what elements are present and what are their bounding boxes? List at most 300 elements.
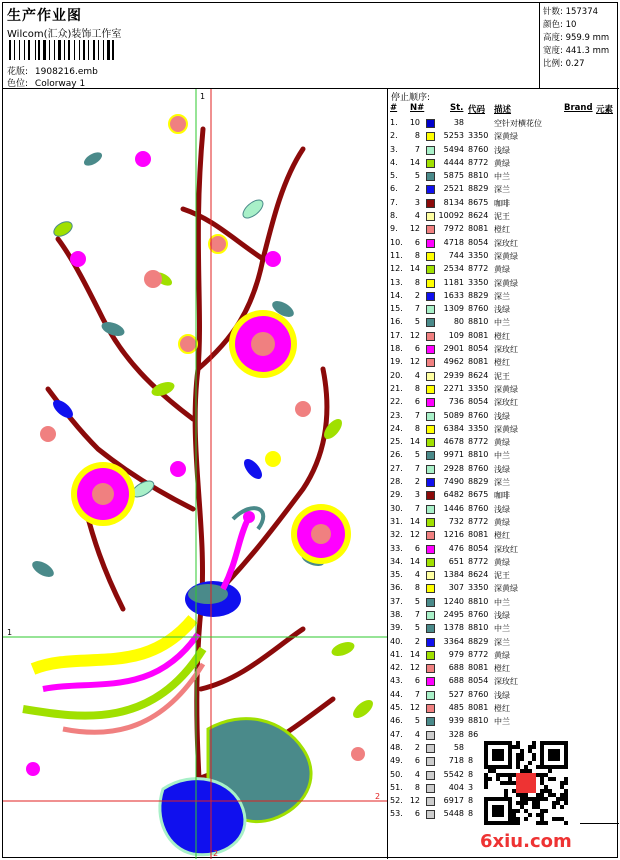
- stitch-count: 6384: [443, 423, 464, 433]
- stitch-count: 1216: [443, 530, 464, 540]
- list-item: [388, 183, 619, 196]
- list-item: [388, 423, 619, 436]
- thread-description: 浅绿: [494, 145, 510, 155]
- stitch-count: 307: [448, 583, 464, 593]
- stop-index: 12.: [390, 264, 403, 274]
- stop-index: 22.: [390, 397, 403, 407]
- needle-number: 8: [414, 423, 420, 433]
- needle-number: 4: [414, 370, 420, 380]
- thread-description: 中兰: [494, 717, 510, 727]
- list-item: [388, 729, 619, 742]
- list-item: [388, 303, 619, 316]
- list-item: [388, 516, 619, 529]
- stitch-count: 527: [448, 689, 464, 699]
- stitch-count: 2495: [443, 609, 464, 619]
- stitch-count: 3364: [443, 636, 464, 646]
- needle-number: 6: [414, 676, 420, 686]
- needle-number: 10: [409, 118, 420, 127]
- list-item: [388, 463, 619, 476]
- stitch-count: 2928: [443, 463, 464, 473]
- stop-index: 20.: [390, 370, 403, 380]
- stop-sequence-panel: [388, 89, 619, 859]
- needle-number: 8: [414, 583, 420, 593]
- thread-description: 黄绿: [494, 517, 510, 527]
- stop-index: 6.: [390, 184, 398, 194]
- needle-number: 5: [414, 623, 420, 633]
- company-name: Wilcom(汇众)装饰工作室: [7, 29, 122, 40]
- stop-index: 8.: [390, 211, 398, 221]
- list-item: [388, 250, 619, 263]
- needle-number: 6: [414, 237, 420, 247]
- thread-code: 8810: [468, 716, 489, 726]
- needle-number: 12: [409, 224, 420, 234]
- design-file-label: 花版:: [7, 67, 29, 77]
- stop-index: 16.: [390, 317, 403, 327]
- thread-description: 深兰: [494, 291, 510, 301]
- thread-description: 橙红: [494, 225, 510, 235]
- needle-number: 2: [414, 636, 420, 646]
- stitch-count: 736: [448, 397, 464, 407]
- list-item: [388, 476, 619, 489]
- needle-number: 7: [414, 463, 420, 473]
- stitch-count: 485: [448, 703, 464, 713]
- stop-index: 49.: [390, 756, 403, 766]
- thread-code: 3350: [468, 383, 489, 393]
- col-description: 描述: [494, 105, 512, 115]
- stitch-count: 5089: [443, 410, 464, 420]
- thread-code: 8772: [468, 556, 489, 566]
- stitch-count: 404: [448, 782, 464, 792]
- thread-code: 8760: [468, 463, 489, 473]
- list-item: [388, 649, 619, 662]
- col-brand: Brand: [564, 103, 593, 113]
- color-swatch: [426, 731, 435, 740]
- stop-index: 19.: [390, 357, 403, 367]
- color-swatch: [426, 744, 435, 753]
- stats-panel: [540, 3, 619, 89]
- thread-description: 深黄绿: [494, 384, 518, 394]
- color-swatch: [426, 172, 435, 181]
- list-item: [388, 383, 619, 396]
- thread-description: 深黄绿: [494, 584, 518, 594]
- stop-index: 51.: [390, 782, 403, 792]
- thread-code: 3350: [468, 277, 489, 287]
- thread-description: 橙红: [494, 704, 510, 714]
- thread-code: 8: [468, 756, 474, 766]
- col-code: 代码: [468, 105, 486, 115]
- stitch-count: 7972: [443, 224, 464, 234]
- stat-stitches: 针数: 157374: [543, 7, 599, 17]
- stop-index: 53.: [390, 809, 403, 819]
- qr-code-image: [484, 741, 568, 825]
- thread-code: 8624: [468, 211, 489, 221]
- guide-label-v1: 1: [200, 92, 206, 101]
- header-panel: [3, 3, 540, 89]
- thread-description: 深玫红: [494, 345, 518, 355]
- color-swatch: [426, 119, 435, 128]
- color-swatch: [426, 332, 435, 341]
- color-swatch: [426, 505, 435, 514]
- color-swatch: [426, 691, 435, 700]
- thread-description: 中兰: [494, 172, 510, 182]
- thread-code: 8624: [468, 370, 489, 380]
- thread-description: 泥王: [494, 212, 510, 222]
- thread-description: 黄绿: [494, 265, 510, 275]
- needle-number: 7: [414, 609, 420, 619]
- stop-index: 35.: [390, 570, 403, 580]
- thread-description: 浅绿: [494, 504, 510, 514]
- stop-index: 1.: [390, 118, 398, 127]
- needle-number: 8: [414, 131, 420, 141]
- stop-index: 13.: [390, 277, 403, 287]
- stitch-count: 4678: [443, 437, 464, 447]
- color-swatch: [426, 132, 435, 141]
- color-swatch: [426, 677, 435, 686]
- needle-number: 14: [409, 516, 420, 526]
- thread-code: 8624: [468, 570, 489, 580]
- thread-code: 8675: [468, 197, 489, 207]
- list-item: [388, 237, 619, 250]
- list-item: [388, 582, 619, 595]
- thread-code: 8: [468, 796, 474, 806]
- list-item: [388, 157, 619, 170]
- thread-code: 8829: [468, 636, 489, 646]
- thread-code: 3350: [468, 250, 489, 260]
- thread-code: 8810: [468, 171, 489, 181]
- needle-number: 12: [409, 330, 420, 340]
- stop-index: 3.: [390, 144, 398, 154]
- page-title: 生产作业图: [7, 8, 82, 24]
- needle-number: 7: [414, 304, 420, 314]
- stitch-count: 2521: [443, 184, 464, 194]
- stop-index: 31.: [390, 516, 403, 526]
- list-item: [388, 715, 619, 728]
- thread-description: 空针对横花位: [494, 119, 542, 128]
- stitch-count: 5253: [443, 131, 464, 141]
- stop-index: 27.: [390, 463, 403, 473]
- embroidery-artwork: [3, 89, 388, 859]
- color-swatch: [426, 265, 435, 274]
- color-swatch: [426, 292, 435, 301]
- needle-number: 12: [409, 530, 420, 540]
- color-swatch: [426, 239, 435, 248]
- thread-code: 8760: [468, 609, 489, 619]
- thread-code: 8810: [468, 317, 489, 327]
- color-swatch: [426, 611, 435, 620]
- needle-number: 14: [409, 264, 420, 274]
- needle-number: 7: [414, 689, 420, 699]
- thread-description: 咖啡: [494, 198, 510, 208]
- stitch-count: 476: [448, 543, 464, 553]
- stitch-count: 688: [448, 663, 464, 673]
- stop-index: 14.: [390, 290, 403, 300]
- list-item: [388, 170, 619, 183]
- thread-code: 8081: [468, 663, 489, 673]
- color-swatch: [426, 398, 435, 407]
- color-swatch: [426, 159, 435, 168]
- stitch-count: 1240: [443, 596, 464, 606]
- thread-code: 8054: [468, 676, 489, 686]
- color-swatch: [426, 412, 435, 421]
- watermark-logo: 6xiu.com: [480, 831, 572, 852]
- stitch-count: 4718: [443, 237, 464, 247]
- thread-description: 深兰: [494, 637, 510, 647]
- stitch-count: 10092: [438, 211, 464, 221]
- needle-number: 2: [414, 290, 420, 300]
- thread-description: 深黄绿: [494, 424, 518, 434]
- list-item: [388, 290, 619, 303]
- color-swatch: [426, 784, 435, 793]
- thread-code: 8829: [468, 184, 489, 194]
- needle-number: 6: [414, 344, 420, 354]
- stitch-count: 2901: [443, 344, 464, 354]
- color-swatch: [426, 584, 435, 593]
- needle-number: 6: [414, 543, 420, 553]
- needle-number: 2: [414, 477, 420, 487]
- needle-number: 14: [409, 556, 420, 566]
- list-item: [388, 330, 619, 343]
- list-item: [388, 675, 619, 688]
- stop-index: 47.: [390, 729, 403, 739]
- barcode-image: [9, 40, 117, 60]
- stop-index: 40.: [390, 636, 403, 646]
- needle-number: 8: [414, 383, 420, 393]
- color-swatch: [426, 345, 435, 354]
- thread-code: 8772: [468, 264, 489, 274]
- list-item: [388, 609, 619, 622]
- stop-index: 50.: [390, 769, 403, 779]
- col-needle: N#: [410, 103, 425, 113]
- needle-number: 12: [409, 796, 420, 806]
- needle-number: 5: [414, 450, 420, 460]
- thread-description: 深黄绿: [494, 278, 518, 288]
- list-item: [388, 449, 619, 462]
- stitch-count: 1378: [443, 623, 464, 633]
- list-item: [388, 223, 619, 236]
- thread-code: 8760: [468, 503, 489, 513]
- stitch-count: 732: [448, 516, 464, 526]
- list-item: [388, 316, 619, 329]
- needle-number: 12: [409, 663, 420, 673]
- stop-index: 28.: [390, 477, 403, 487]
- stitch-count: 688: [448, 676, 464, 686]
- stop-index: 46.: [390, 716, 403, 726]
- list-item: [388, 529, 619, 542]
- needle-number: 6: [414, 756, 420, 766]
- thread-code: 8081: [468, 357, 489, 367]
- stitch-count: 5542: [443, 769, 464, 779]
- thread-description: 黄绿: [494, 438, 510, 448]
- thread-description: 浅绿: [494, 610, 510, 620]
- color-swatch: [426, 212, 435, 221]
- thread-code: 3: [468, 782, 474, 792]
- color-swatch: [426, 358, 435, 367]
- thread-code: 8054: [468, 344, 489, 354]
- stop-index: 5.: [390, 171, 398, 181]
- thread-code: 8081: [468, 224, 489, 234]
- col-hash: #: [390, 103, 398, 113]
- list-item: [388, 543, 619, 556]
- thread-description: 橙红: [494, 331, 510, 341]
- stitch-count: 4444: [443, 157, 464, 167]
- stitch-count: 2271: [443, 383, 464, 393]
- stop-index: 41.: [390, 649, 403, 659]
- needle-number: 7: [414, 410, 420, 420]
- needle-number: 4: [414, 769, 420, 779]
- divider: [580, 823, 619, 824]
- thread-description: 黄绿: [494, 650, 510, 660]
- embroidery-design-preview: [3, 89, 388, 859]
- stitch-count: 1446: [443, 503, 464, 513]
- qr-code: [484, 741, 568, 825]
- thread-code: 8675: [468, 490, 489, 500]
- thread-description: 浅绿: [494, 305, 510, 315]
- color-swatch: [426, 465, 435, 474]
- needle-number: 4: [414, 570, 420, 580]
- stop-index: 36.: [390, 583, 403, 593]
- stitch-count: 2534: [443, 264, 464, 274]
- thread-code: 3350: [468, 583, 489, 593]
- stop-index: 32.: [390, 530, 403, 540]
- stitch-count: 58: [453, 742, 464, 752]
- color-swatch: [426, 771, 435, 780]
- thread-description: 深兰: [494, 185, 510, 195]
- stop-index: 38.: [390, 609, 403, 619]
- thread-code: 8772: [468, 437, 489, 447]
- stitch-count: 5448: [443, 809, 464, 819]
- stop-index: 44.: [390, 689, 403, 699]
- thread-code: 8810: [468, 596, 489, 606]
- needle-number: 8: [414, 250, 420, 260]
- thread-code: 8054: [468, 543, 489, 553]
- stitch-count: 6482: [443, 490, 464, 500]
- stop-index: 17.: [390, 330, 403, 340]
- color-swatch: [426, 558, 435, 567]
- thread-description: 黄绿: [494, 158, 510, 168]
- stitch-count: 109: [448, 330, 464, 340]
- stop-index: 48.: [390, 742, 403, 752]
- stitch-count: 38: [453, 118, 464, 127]
- thread-description: 中兰: [494, 624, 510, 634]
- stop-sequence-title: 停止顺序:: [391, 93, 431, 103]
- color-swatch: [426, 451, 435, 460]
- stitch-count: 744: [448, 250, 464, 260]
- needle-number: 14: [409, 157, 420, 167]
- thread-description: 泥王: [494, 571, 510, 581]
- thread-description: 深兰: [494, 478, 510, 488]
- guide-label-v2: 2: [213, 849, 219, 858]
- stitch-count: 5494: [443, 144, 464, 154]
- stop-index: 26.: [390, 450, 403, 460]
- list-item: [388, 489, 619, 502]
- stat-colors: 颜色: 10: [543, 20, 577, 30]
- guide-lines: [3, 89, 388, 859]
- stop-index: 7.: [390, 197, 398, 207]
- color-swatch: [426, 385, 435, 394]
- color-swatch: [426, 279, 435, 288]
- thread-description: 深玫红: [494, 544, 518, 554]
- thread-code: 8081: [468, 330, 489, 340]
- needle-number: 5: [414, 171, 420, 181]
- stop-index: 10.: [390, 237, 403, 247]
- stop-sequence-list: [388, 117, 619, 822]
- col-stitches: St.: [450, 103, 464, 113]
- stop-index: 11.: [390, 250, 403, 260]
- list-item: [388, 596, 619, 609]
- col-element: 元素: [596, 105, 614, 115]
- stitch-count: 1633: [443, 290, 464, 300]
- needle-number: 12: [409, 357, 420, 367]
- thread-description: 橙红: [494, 531, 510, 541]
- needle-number: 2: [414, 184, 420, 194]
- thread-code: 8760: [468, 144, 489, 154]
- colorway-label: 色位:: [7, 79, 29, 89]
- stop-index: 52.: [390, 796, 403, 806]
- list-item: [388, 636, 619, 649]
- color-swatch: [426, 638, 435, 647]
- stop-index: 33.: [390, 543, 403, 553]
- thread-code: 8810: [468, 623, 489, 633]
- list-item: [388, 569, 619, 582]
- thread-code: 8054: [468, 397, 489, 407]
- stitch-count: 4962: [443, 357, 464, 367]
- rocks: [160, 719, 311, 855]
- colorway-value: Colorway 1: [34, 79, 86, 89]
- stat-width: 宽度: 441.3 mm: [543, 46, 610, 56]
- thread-code: 3350: [468, 131, 489, 141]
- stitch-count: 80: [453, 317, 464, 327]
- needle-number: 12: [409, 703, 420, 713]
- stat-height: 高度: 959.9 mm: [543, 33, 610, 43]
- thread-code: 8760: [468, 689, 489, 699]
- stitch-count: 6917: [443, 796, 464, 806]
- phoenix-bird: [23, 508, 263, 732]
- color-swatch: [426, 624, 435, 633]
- needle-number: 14: [409, 437, 420, 447]
- stop-index: 42.: [390, 663, 403, 673]
- stop-index: 30.: [390, 503, 403, 513]
- stitch-count: 7490: [443, 477, 464, 487]
- color-swatch: [426, 518, 435, 527]
- stop-index: 39.: [390, 623, 403, 633]
- thread-code: 8810: [468, 450, 489, 460]
- thread-code: 8772: [468, 516, 489, 526]
- color-swatch: [426, 199, 435, 208]
- needle-number: 4: [414, 211, 420, 221]
- thread-description: 橙红: [494, 358, 510, 368]
- list-item: [388, 144, 619, 157]
- thread-description: 橙红: [494, 664, 510, 674]
- thread-description: 深玫红: [494, 398, 518, 408]
- thread-code: 8: [468, 769, 474, 779]
- needle-number: 8: [414, 277, 420, 287]
- thread-description: 泥王: [494, 371, 510, 381]
- thread-code: 8081: [468, 530, 489, 540]
- stop-index: 34.: [390, 556, 403, 566]
- thread-description: 深玫红: [494, 238, 518, 248]
- stop-index: 24.: [390, 423, 403, 433]
- list-item: [388, 689, 619, 702]
- stitch-count: 9971: [443, 450, 464, 460]
- color-swatch: [426, 571, 435, 580]
- stop-index: 23.: [390, 410, 403, 420]
- list-item: [388, 130, 619, 143]
- thread-code: 8760: [468, 410, 489, 420]
- list-item: [388, 702, 619, 715]
- thread-code: 8772: [468, 157, 489, 167]
- color-swatch: [426, 797, 435, 806]
- stitch-count: 2939: [443, 370, 464, 380]
